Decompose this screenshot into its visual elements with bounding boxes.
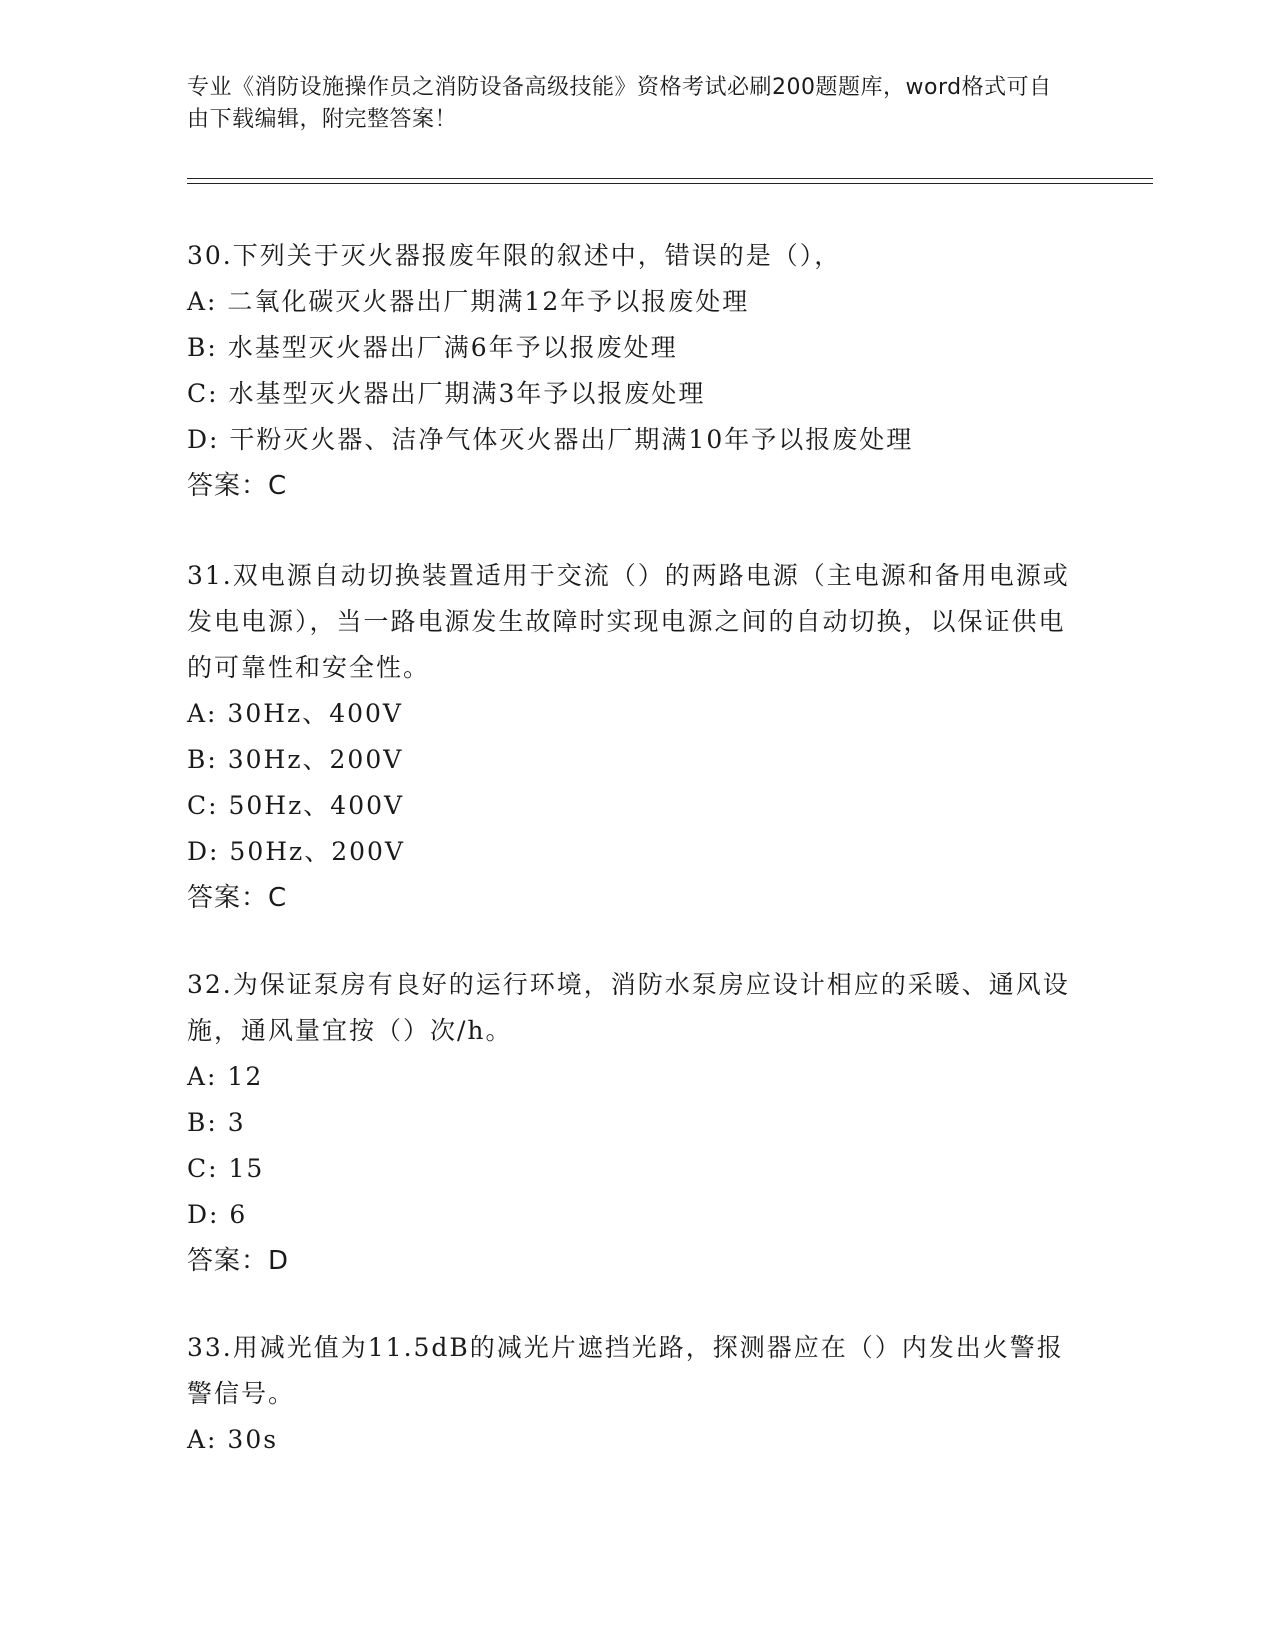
- answer-line: 答案：C: [187, 883, 288, 913]
- option-c: C: 50Hz、400V: [187, 791, 405, 820]
- answer-line: 答案：D: [187, 1246, 290, 1276]
- answer-line: 答案：C: [187, 471, 288, 501]
- question-33: [187, 1325, 1087, 1463]
- option-a: A: 30s: [187, 1425, 279, 1454]
- option-b: B: 水基型灭火器出厂满6年予以报废处理: [187, 333, 678, 362]
- header-rule-bottom: [187, 183, 1153, 184]
- question-stem: 30.下列关于灭火器报废年限的叙述中，错误的是（），: [187, 241, 842, 270]
- question-32: [187, 962, 1087, 1284]
- option-b: B: 3: [187, 1108, 246, 1137]
- option-c: C: 水基型灭火器出厂期满3年予以报废处理: [187, 379, 706, 408]
- option-a: A: 二氧化碳灭火器出厂期满12年予以报废处理: [187, 287, 750, 316]
- option-c: C: 15: [187, 1154, 265, 1183]
- option-a: A: 30Hz、400V: [187, 699, 403, 728]
- question-stem: 31.双电源自动切换装置适用于交流（）的两路电源（主电源和备用电源或发电电源），当一路电源发生故障时实现电源之间的自动切换，以保证供电的可靠性和安全性。: [187, 561, 1070, 682]
- option-b: B: 30Hz、200V: [187, 745, 404, 774]
- header-rule-top: [187, 178, 1153, 179]
- option-d: D: 50Hz、200V: [187, 837, 405, 866]
- option-a: A: 12: [187, 1062, 264, 1091]
- question-stem: 33.用减光值为11.5dB的减光片遮挡光路，探测器应在（）内发出火警报警信号。: [187, 1333, 1064, 1408]
- option-d: D: 干粉灭火器、洁净气体灭火器出厂期满10年予以报废处理: [187, 425, 914, 454]
- option-d: D: 6: [187, 1200, 248, 1229]
- question-30: [187, 233, 1087, 509]
- question-31: [187, 553, 1087, 921]
- document-header: 专业《消防设施操作员之消防设备高级技能》资格考试必刷200题题库，word格式可自由下载编辑，附完整答案！: [187, 75, 1052, 132]
- question-stem: 32.为保证泵房有良好的运行环境，消防水泵房应设计相应的采暖、通风设施，通风量宜按（）次/h。: [187, 970, 1070, 1045]
